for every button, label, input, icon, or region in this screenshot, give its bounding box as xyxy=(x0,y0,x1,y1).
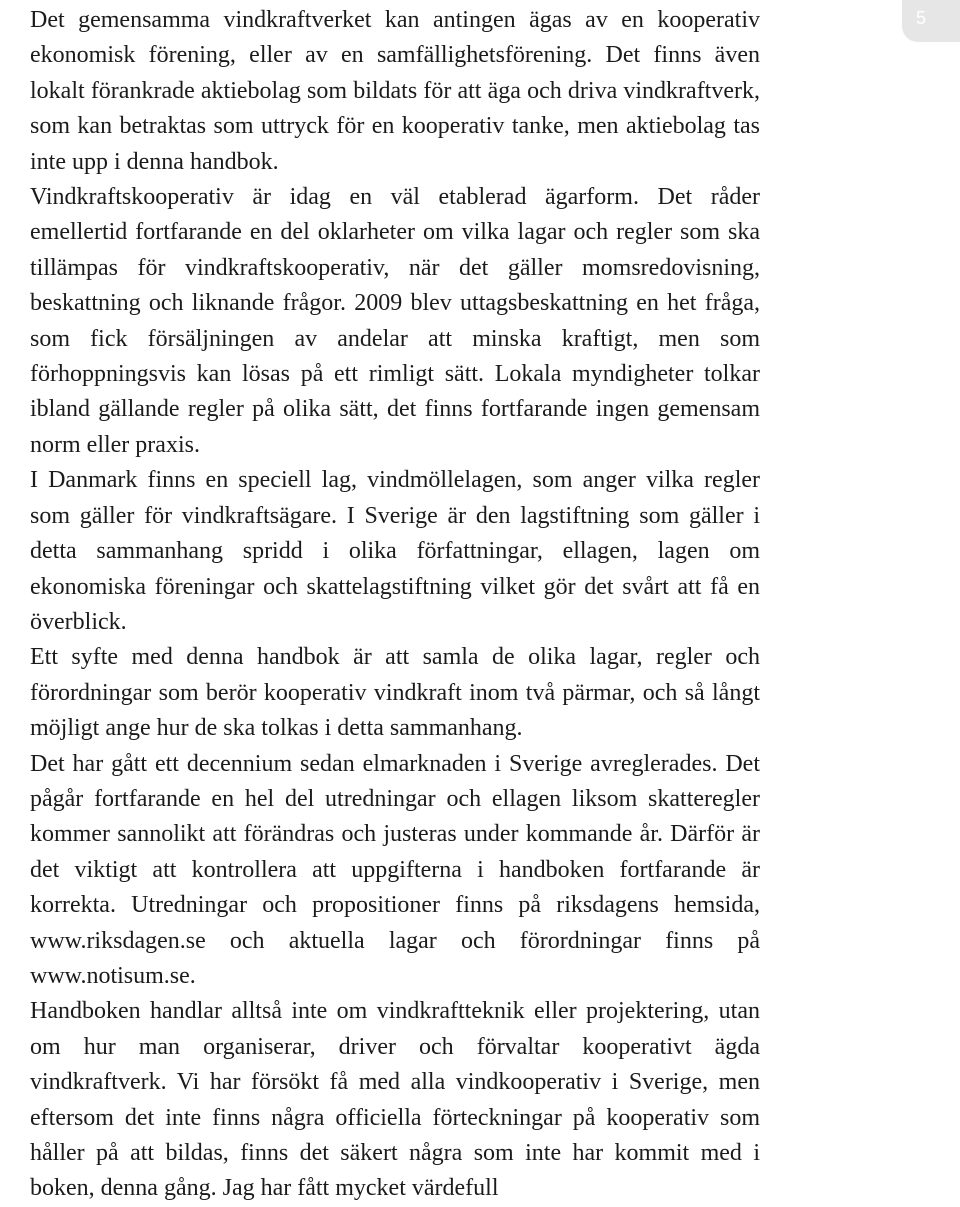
paragraph: I Danmark finns en speciell lag, vindmöllelagen, som anger vilka regler som gäller för vindkraftsägare. I Sverige är den lagstiftning som gäller i detta sammanhang spridd i olika författningar, ellagen, lagen om ekonomiska föreningar och skattelagstiftning vilket gör det svårt att få en överblick. xyxy=(30,467,760,635)
page-number: 5 xyxy=(915,8,926,28)
paragraph: Det gemensamma vindkraftverket kan antingen ägas av en kooperativ ekonomisk förening, eller av en samfällighetsförening. Det finns även lokalt förankrade aktiebolag som bildats för att äga och driva vindkraftverk, som kan betraktas som uttryck för en kooperativ tanke, men aktiebolag tas inte upp i denna handbok. xyxy=(30,7,760,175)
paragraph: Vindkraftskooperativ är idag en väl etablerad ägarform. Det råder emellertid fortfarande en del oklarheter om vilka lagar och regler som ska tillämpas för vindkraftskooperativ, när det gäller momsredovisning, beskattning och liknande frågor. 2009 blev uttagsbeskattning en het fråga, som fick försäljningen av andelar att minska kraftigt, men som förhoppningsvis kan lösas på ett rimligt sätt. Lokala myndigheter tolkar ibland gällande regler på olika sätt, det finns fortfarande ingen gemensam norm eller praxis. xyxy=(30,184,760,458)
body-text xyxy=(30,3,760,1207)
paragraph: Ett syfte med denna handbok är att samla de olika lagar, regler och förordningar som berör kooperativ vindkraft inom två pärmar, och så långt möjligt ange hur de ska tolkas i detta sammanhang. xyxy=(30,644,760,742)
paragraph: Handboken handlar alltså inte om vindkraftteknik eller projektering, utan om hur man organiserar, driver och förvaltar kooperativt ägda vindkraftverk. Vi har försökt få med alla vindkooperativ i Sverige, men eftersom det inte finns några officiella förteckningar på kooperativ som håller på att bildas, finns det säkert några som inte har kommit med i boken, denna gång. Jag har fått mycket värdefull xyxy=(30,998,760,1202)
paragraph: Det har gått ett decennium sedan elmarknaden i Sverige avreglerades. Det pågår fortfarande en hel del utredningar och ellagen liksom skatteregler kommer sannolikt att förändras och justeras under kommande år. Därför är det viktigt att kontrollera att uppgifterna i handboken fortfarande är korrekta. Utredningar och propositioner finns på riksdagens hemsida, www.riksdagen.se och aktuella lagar och förordningar finns på www.notisum.se. xyxy=(30,750,760,989)
page-number-tab xyxy=(902,0,960,42)
